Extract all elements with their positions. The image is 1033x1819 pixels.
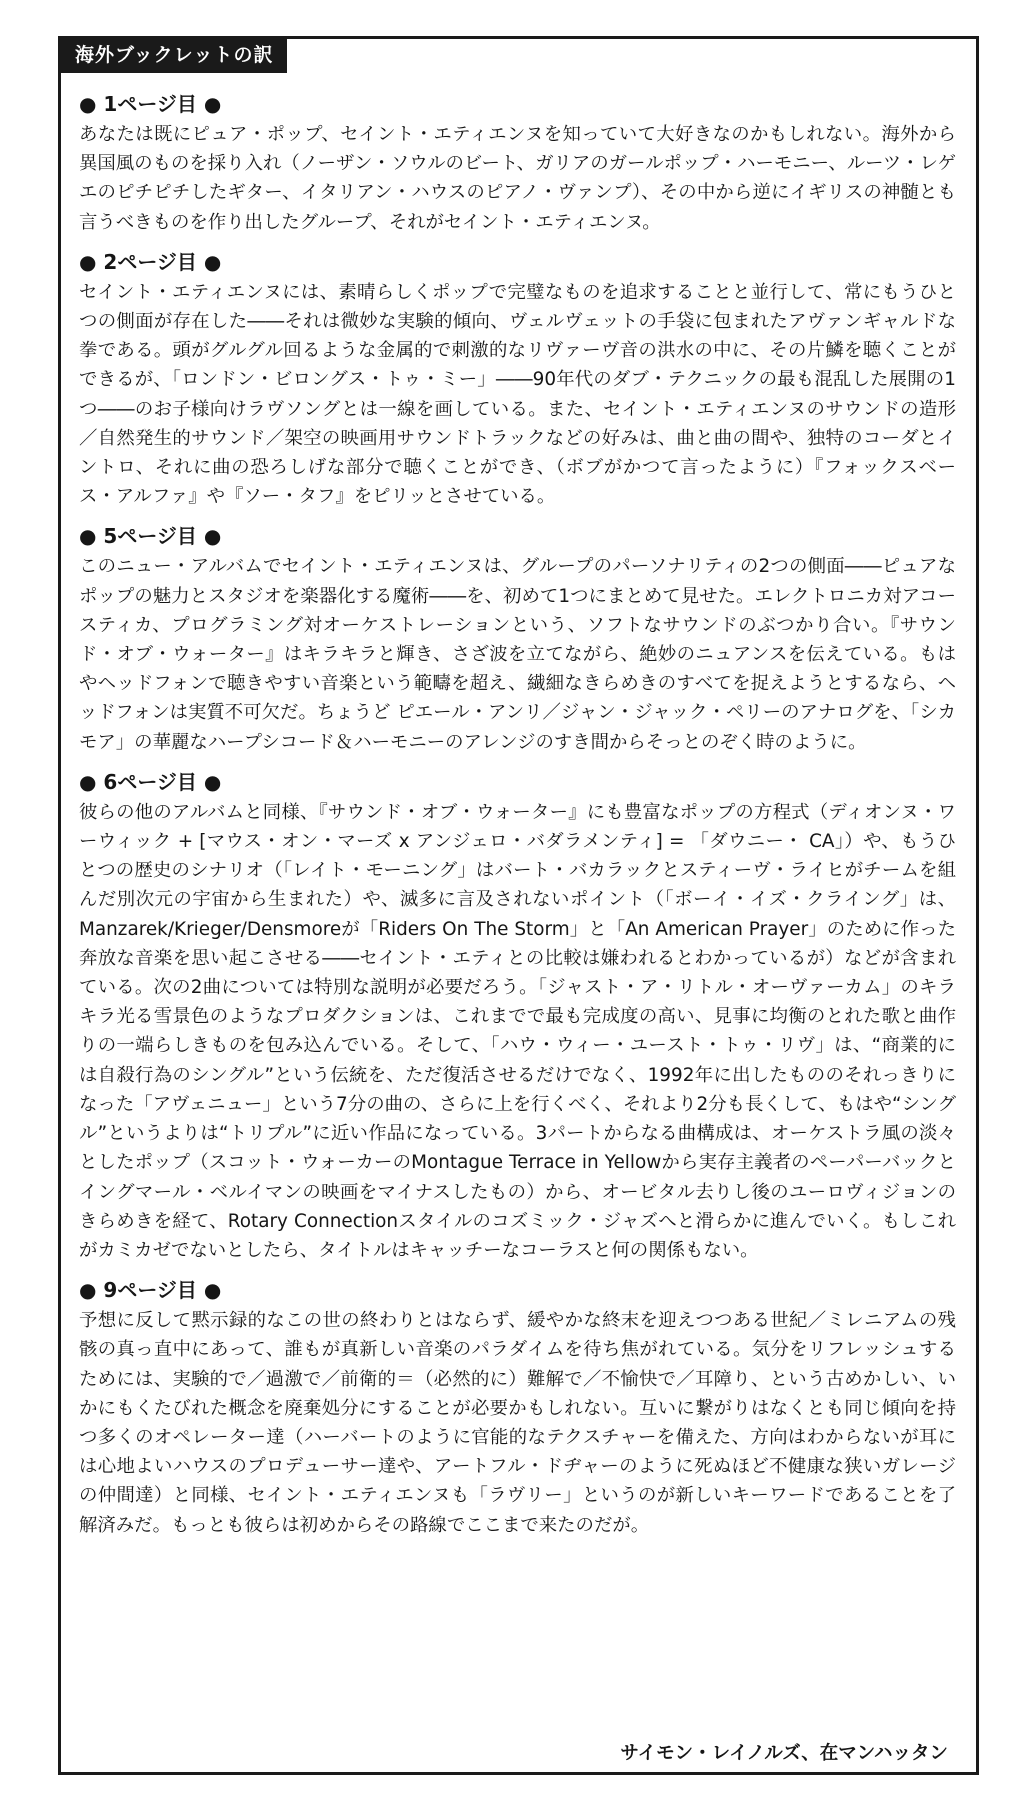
section-heading: ● 2ページ目 ●: [79, 249, 222, 274]
page-title: 海外ブックレットの訳: [61, 39, 287, 73]
section-text: セイント・エティエンヌには、素晴らしくポップで完璧なものを追求することと並行して、常にもうひとつの側面が存在した――それは微妙な実験的傾向、ヴェルヴェットの手袋に包まれたアヴァンギャルドな拳である。頭がグルグル回るような金属的で刺激的なリヴァーヴ音の洪水の中に、その片鱗を聴くことができるが、「ロンドン・ビロングス・トゥ・ミー」――90年代のダブ・テクニックの最も混乱した展開の1つ――のお子様向けラヴソングとは一線を画している。また、セイント・エティエンヌのサウンドの造形／自然発生的サウンド／架空の映画用サウンドトラックなどの好みは、曲と曲の間や、独特のコーダとイントロ、それに曲の恐ろしげな部分で聴くことができ、（ボブがかつて言ったように）『フォックスベース・アルファ』や『ソー・タフ』をピリッとさせている。: [79, 281, 956, 508]
section-text: あなたは既にピュア・ポップ、セイント・エティエンヌを知っていて大好きなのかもしれない。海外から異国風のものを採り入れ（ノーザン・ソウルのビート、ガリアのガールポップ・ハーモニー、ルーツ・レゲエのピチピチしたギター、イタリアン・ハウスのピアノ・ヴァンプ）、その中から逆にイギリスの神髄とも言うべきものを作り出したグループ、それがセイント・エティエンヌ。: [79, 124, 956, 233]
section-page-5: [79, 521, 956, 756]
section-heading: ● 9ページ目 ●: [79, 1278, 222, 1303]
section-heading: ● 1ページ目 ●: [79, 92, 222, 116]
section-page-6: [79, 767, 956, 1265]
booklet-translation-frame: [58, 36, 979, 1775]
section-text: 彼らの他のアルバムと同様、『サウンド・オブ・ウォーター』にも豊富なポップの方程式（ディオンヌ・ワーウィック + [マウス・オン・マーズ x アンジェロ・バダラメンティ] = 「ダウニー・ CA」）や、もうひとつの歴史のシナリオ（「レイト・モーニング」はバート・バカラックとスティーヴ・ライヒがチームを組んだ別次元の宇宙から生まれた）や、滅多に言及されないポイント（「ボーイ・イズ・クライング」は、Manzarek/Krieger/Densmoreが「Riders On The Storm」と「An American Prayer」のために作った奔放な音楽を思い起こさせる――セイント・エティとの比較は嫌われるとわかっているが）などが含まれている。次の2曲については特別な説明が必要だろう。「ジャスト・ア・リトル・オーヴァーカム」のキラキラ光る雪景色のようなプロダクションは、これまでで最も完成度の高い、見事に均衡のとれた歌と曲作りの一端らしきものを包み込んでいる。そして、「ハウ・ウィー・ユースト・トゥ・リヴ」は、“商業的には自殺行為のシングル”という伝統を、ただ復活させるだけでなく、1992年に出したもののそれっきりになった「アヴェニュー」という7分の曲の、さらに上を行くべく、それより2分も長くして、もはや“シングル”というよりは“トリプル”に近い作品になっている。3パートからなる曲構成は、オーケストラ風の淡々としたポップ（スコット・ウォーカーのMontague Terrace in Yellowから実存主義者のペーパーバックとイングマール・ベルイマンの映画をマイナスしたもの）から、オービタル去りし後のユーロヴィジョンのきらめきを経て、Rotary Connectionスタイルのコズミック・ジャズへと滑らかに進んでいく。もしこれがカミカゼでないとしたら、タイトルはキャッチーなコーラスと何の関係もない。: [79, 801, 956, 1261]
section-text: このニュー・アルバムでセイント・エティエンヌは、グループのパーソナリティの2つの側面――ピュアなポップの魅力とスタジオを楽器化する魔術――を、初めて1つにまとめて見せた。エレクトロニカ対アコースティカ、プログラミング対オーケストレーションという、ソフトなサウンドのぶつかり合い。『サウンド・オブ・ウォーター』はキラキラと輝き、さざ波を立てながら、絶妙のニュアンスを伝えている。もはやヘッドフォンで聴きやすい音楽という範疇を超え、繊細なきらめきのすべてを捉えようとするなら、ヘッドフォンは実質不可欠だ。ちょうど ピエール・アンリ／ジャン・ジャック・ペリーのアナログを、「シカモア」の華麗なハープシコード＆ハーモニーのアレンジのすき間からそっとのぞく時のように。: [79, 556, 956, 753]
section-text: 予想に反して黙示録的なこの世の終わりとはならず、緩やかな終末を迎えつつある世紀／ミレニアムの残骸の真っ直中にあって、誰もが真新しい音楽のパラダイムを待ち焦がれている。気分をリフレッシュするためには、実験的で／過激で／前衛的＝（必然的に）難解で／不愉快で／耳障り、という古めかしい、いかにもくたびれた概念を廃棄処分にすることが必要かもしれない。互いに繋がりはなくとも同じ傾向を持つ多くのオペレーター達（ハーバートのように官能的なテクスチャーを備えた、方向はわからないが耳には心地よいハウスのプロデューサー達や、アートフル・ドヂャーのように死ぬほど不健康な狭いガレージの仲間達）と同様、セイント・エティエンヌも「ラヴリー」というのが新しいキーワードであることを了解済みだ。もっとも彼らは初めからその路線でここまで来たのだが。: [79, 1310, 957, 1536]
translation-body: [79, 89, 956, 1550]
author-signature: サイモン・レイノルズ、在マンハッタン: [620, 1743, 948, 1764]
section-page-1: [79, 89, 956, 237]
section-page-9: [79, 1275, 956, 1540]
section-heading: ● 6ページ目 ●: [79, 769, 222, 794]
section-heading: ● 5ページ目 ●: [79, 524, 222, 549]
section-page-2: [79, 247, 956, 512]
